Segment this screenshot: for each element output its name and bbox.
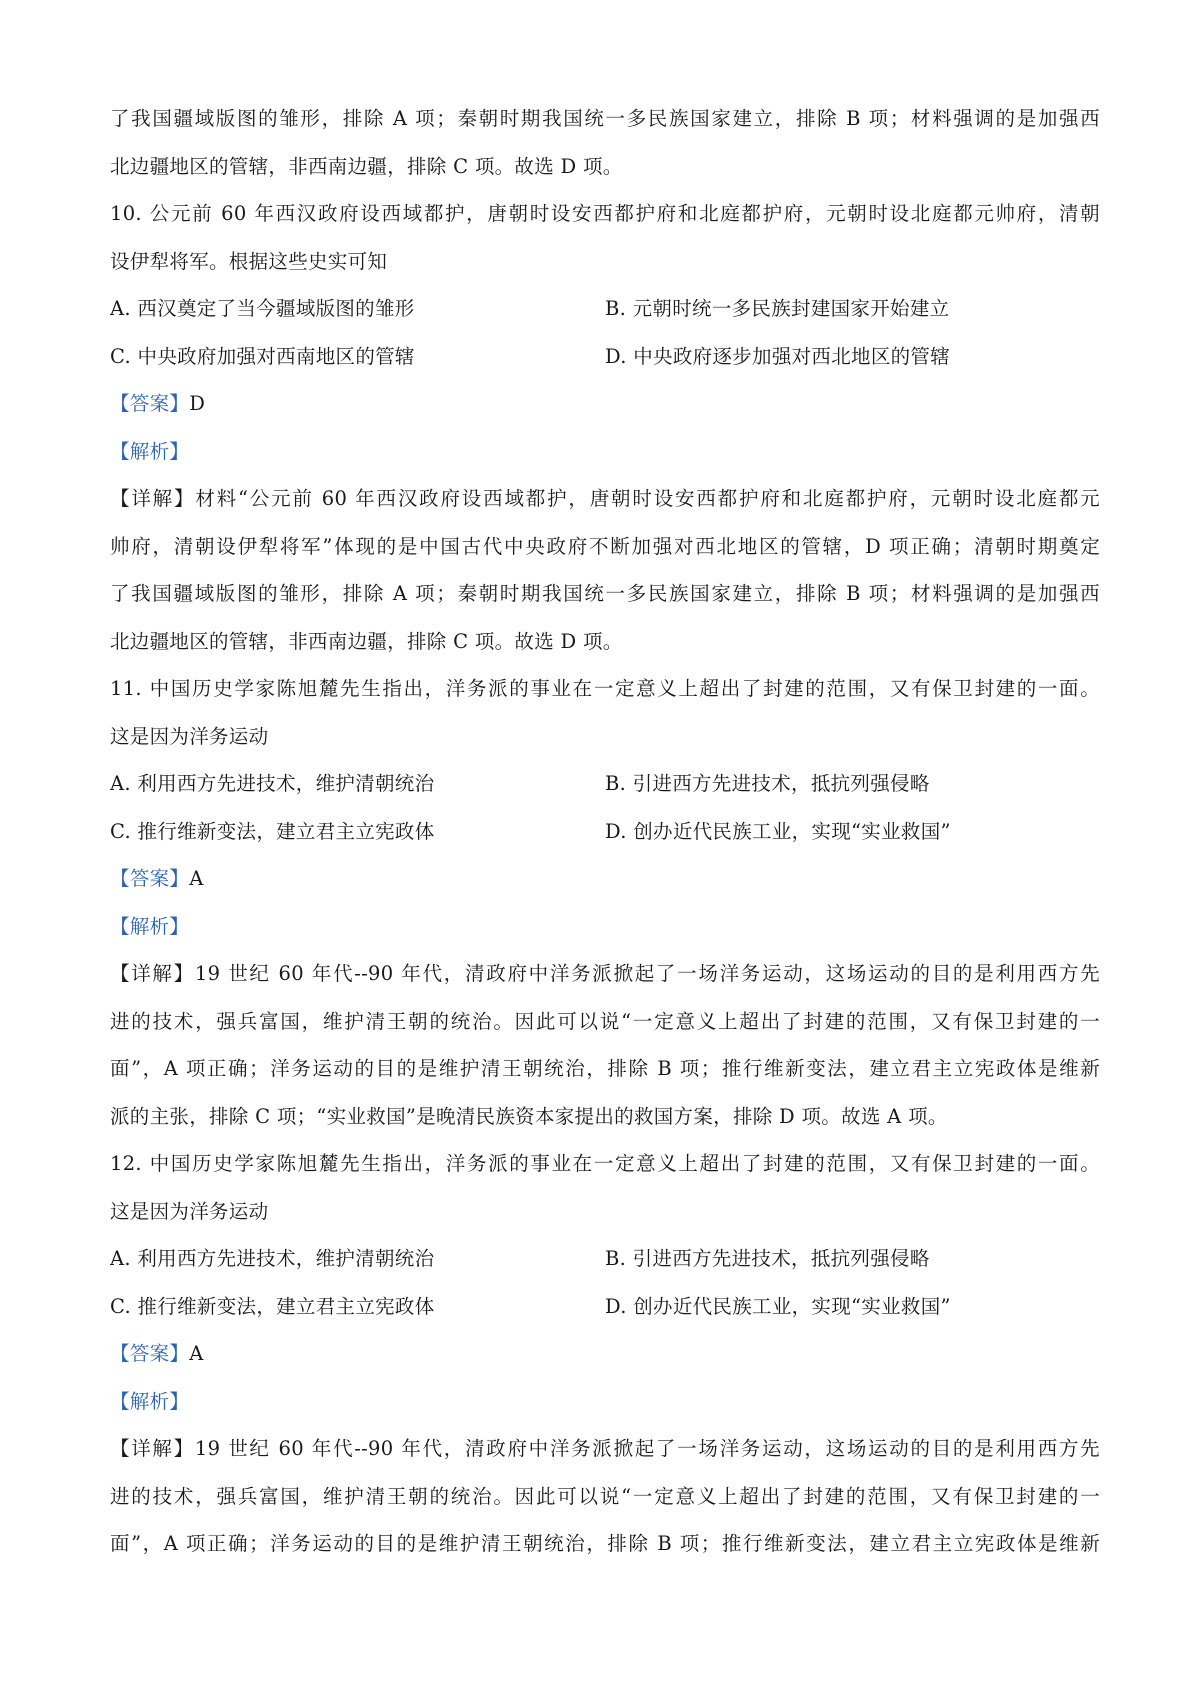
question-stem: 10. 公元前 60 年西汉政府设西域都护，唐朝时设安西都护府和北庭都护府，元朝时设北庭都元帅府，清朝 — [110, 202, 1100, 225]
detail-line: 北边疆地区的管辖，非西南边疆，排除 C 项。故选 D 项。 — [110, 629, 623, 653]
option-a: A. 西汉奠定了当今疆域版图的雏形 — [110, 297, 415, 320]
analysis-line — [110, 1378, 1100, 1426]
analysis-label: 【解析】 — [110, 439, 190, 463]
question-stem: 设伊犁将军。根据这些史实可知 — [110, 249, 388, 273]
question-stem: 这是因为洋务运动 — [110, 1199, 269, 1223]
option-c: C. 中央政府加强对西南地区的管辖 — [110, 344, 415, 368]
detail-label: 【详解】 — [110, 1437, 195, 1460]
detail-line: 了我国疆域版图的雏形，排除 A 项；秦朝时期我国统一多民族国家建立，排除 B 项；材料强调的是加强西 — [110, 582, 1100, 605]
option-c: C. 推行维新变法，建立君主立宪政体 — [110, 819, 435, 843]
question-12 — [110, 1140, 1100, 1568]
detail-line — [110, 950, 1100, 998]
options-row — [110, 760, 1100, 808]
option-b: B. 引进西方先进技术，抵抗列强侵略 — [605, 1247, 930, 1270]
detail-line: 进的技术，强兵富国，维护清王朝的统治。因此可以说“一定意义上超出了封建的范围，又有保卫封建的一 — [110, 1484, 1100, 1508]
option-d: D. 中央政府逐步加强对西北地区的管辖 — [605, 344, 951, 368]
option-d: D. 创办近代民族工业，实现“实业救国” — [605, 819, 951, 843]
analysis-label: 【解析】 — [110, 914, 190, 938]
detail-line: 派的主张，排除 C 项；“实业救国”是晚清民族资本家提出的救国方案，排除 D 项。故选 A 项。 — [110, 1104, 948, 1128]
options-row — [110, 333, 1100, 381]
answer-line — [110, 380, 1100, 428]
answer-label: 【答案】 — [110, 392, 190, 415]
detail-label: 【详解】 — [110, 487, 196, 510]
answer-label: 【答案】 — [110, 867, 190, 890]
detail-text: 材料“公元前 60 年西汉政府设西域都护，唐朝时设安西都护府和北庭都护府，元朝时设北庭都元 — [195, 487, 1100, 510]
paragraph-line: 了我国疆域版图的雏形，排除 A 项；秦朝时期我国统一多民族国家建立，排除 B 项；材料强调的是加强西 — [110, 107, 1100, 130]
options-row — [110, 808, 1100, 856]
document-page — [110, 95, 1100, 1568]
detail-line: 进的技术，强兵富国，维护清王朝的统治。因此可以说“一定意义上超出了封建的范围，又有保卫封建的一 — [110, 1009, 1100, 1033]
question-stem: 12. 中国历史学家陈旭麓先生指出，洋务派的事业在一定意义上超出了封建的范围，又有保卫封建的一面。 — [110, 1152, 1100, 1175]
detail-line — [110, 1425, 1100, 1473]
detail-text: 19 世纪 60 年代--90 年代，清政府中洋务派掀起了一场洋务运动，这场运动的目的是利用西方先 — [194, 962, 1100, 985]
analysis-line — [110, 903, 1100, 951]
detail-line: 面”，A 项正确；洋务运动的目的是维护清王朝统治，排除 B 项；推行维新变法，建立君主立宪政体是维新 — [110, 1057, 1100, 1080]
detail-label: 【详解】 — [110, 962, 195, 985]
options-row — [110, 1235, 1100, 1283]
question-stem: 11. 中国历史学家陈旭麓先生指出，洋务派的事业在一定意义上超出了封建的范围，又有保卫封建的一面。 — [110, 677, 1100, 700]
answer-line — [110, 1330, 1100, 1378]
question-stem: 这是因为洋务运动 — [110, 724, 269, 748]
option-a: A. 利用西方先进技术，维护清朝统治 — [110, 1247, 435, 1270]
question-10 — [110, 190, 1100, 665]
option-b: B. 元朝时统一多民族封建国家开始建立 — [605, 297, 950, 320]
option-a: A. 利用西方先进技术，维护清朝统治 — [110, 772, 435, 795]
option-d: D. 创办近代民族工业，实现“实业救国” — [605, 1294, 951, 1318]
options-row — [110, 1283, 1100, 1331]
analysis-line — [110, 428, 1100, 476]
answer-value: A — [189, 1342, 204, 1365]
detail-line: 帅府，清朝设伊犁将军”体现的是中国古代中央政府不断加强对西北地区的管辖，D 项正确；清朝时期奠定 — [110, 534, 1100, 558]
option-c: C. 推行维新变法，建立君主立宪政体 — [110, 1294, 435, 1318]
detail-line — [110, 475, 1100, 523]
question-11 — [110, 665, 1100, 1140]
paragraph-line: 北边疆地区的管辖，非西南边疆，排除 C 项。故选 D 项。 — [110, 154, 623, 178]
answer-value: D — [189, 392, 206, 415]
detail-text: 19 世纪 60 年代--90 年代，清政府中洋务派掀起了一场洋务运动，这场运动的目的是利用西方先 — [194, 1437, 1100, 1460]
detail-line: 面”，A 项正确；洋务运动的目的是维护清王朝统治，排除 B 项；推行维新变法，建立君主立宪政体是维新 — [110, 1532, 1100, 1555]
analysis-label: 【解析】 — [110, 1389, 190, 1413]
option-b: B. 引进西方先进技术，抵抗列强侵略 — [605, 772, 930, 795]
answer-line — [110, 855, 1100, 903]
answer-value: A — [189, 867, 204, 890]
options-row — [110, 285, 1100, 333]
answer-label: 【答案】 — [110, 1342, 190, 1365]
